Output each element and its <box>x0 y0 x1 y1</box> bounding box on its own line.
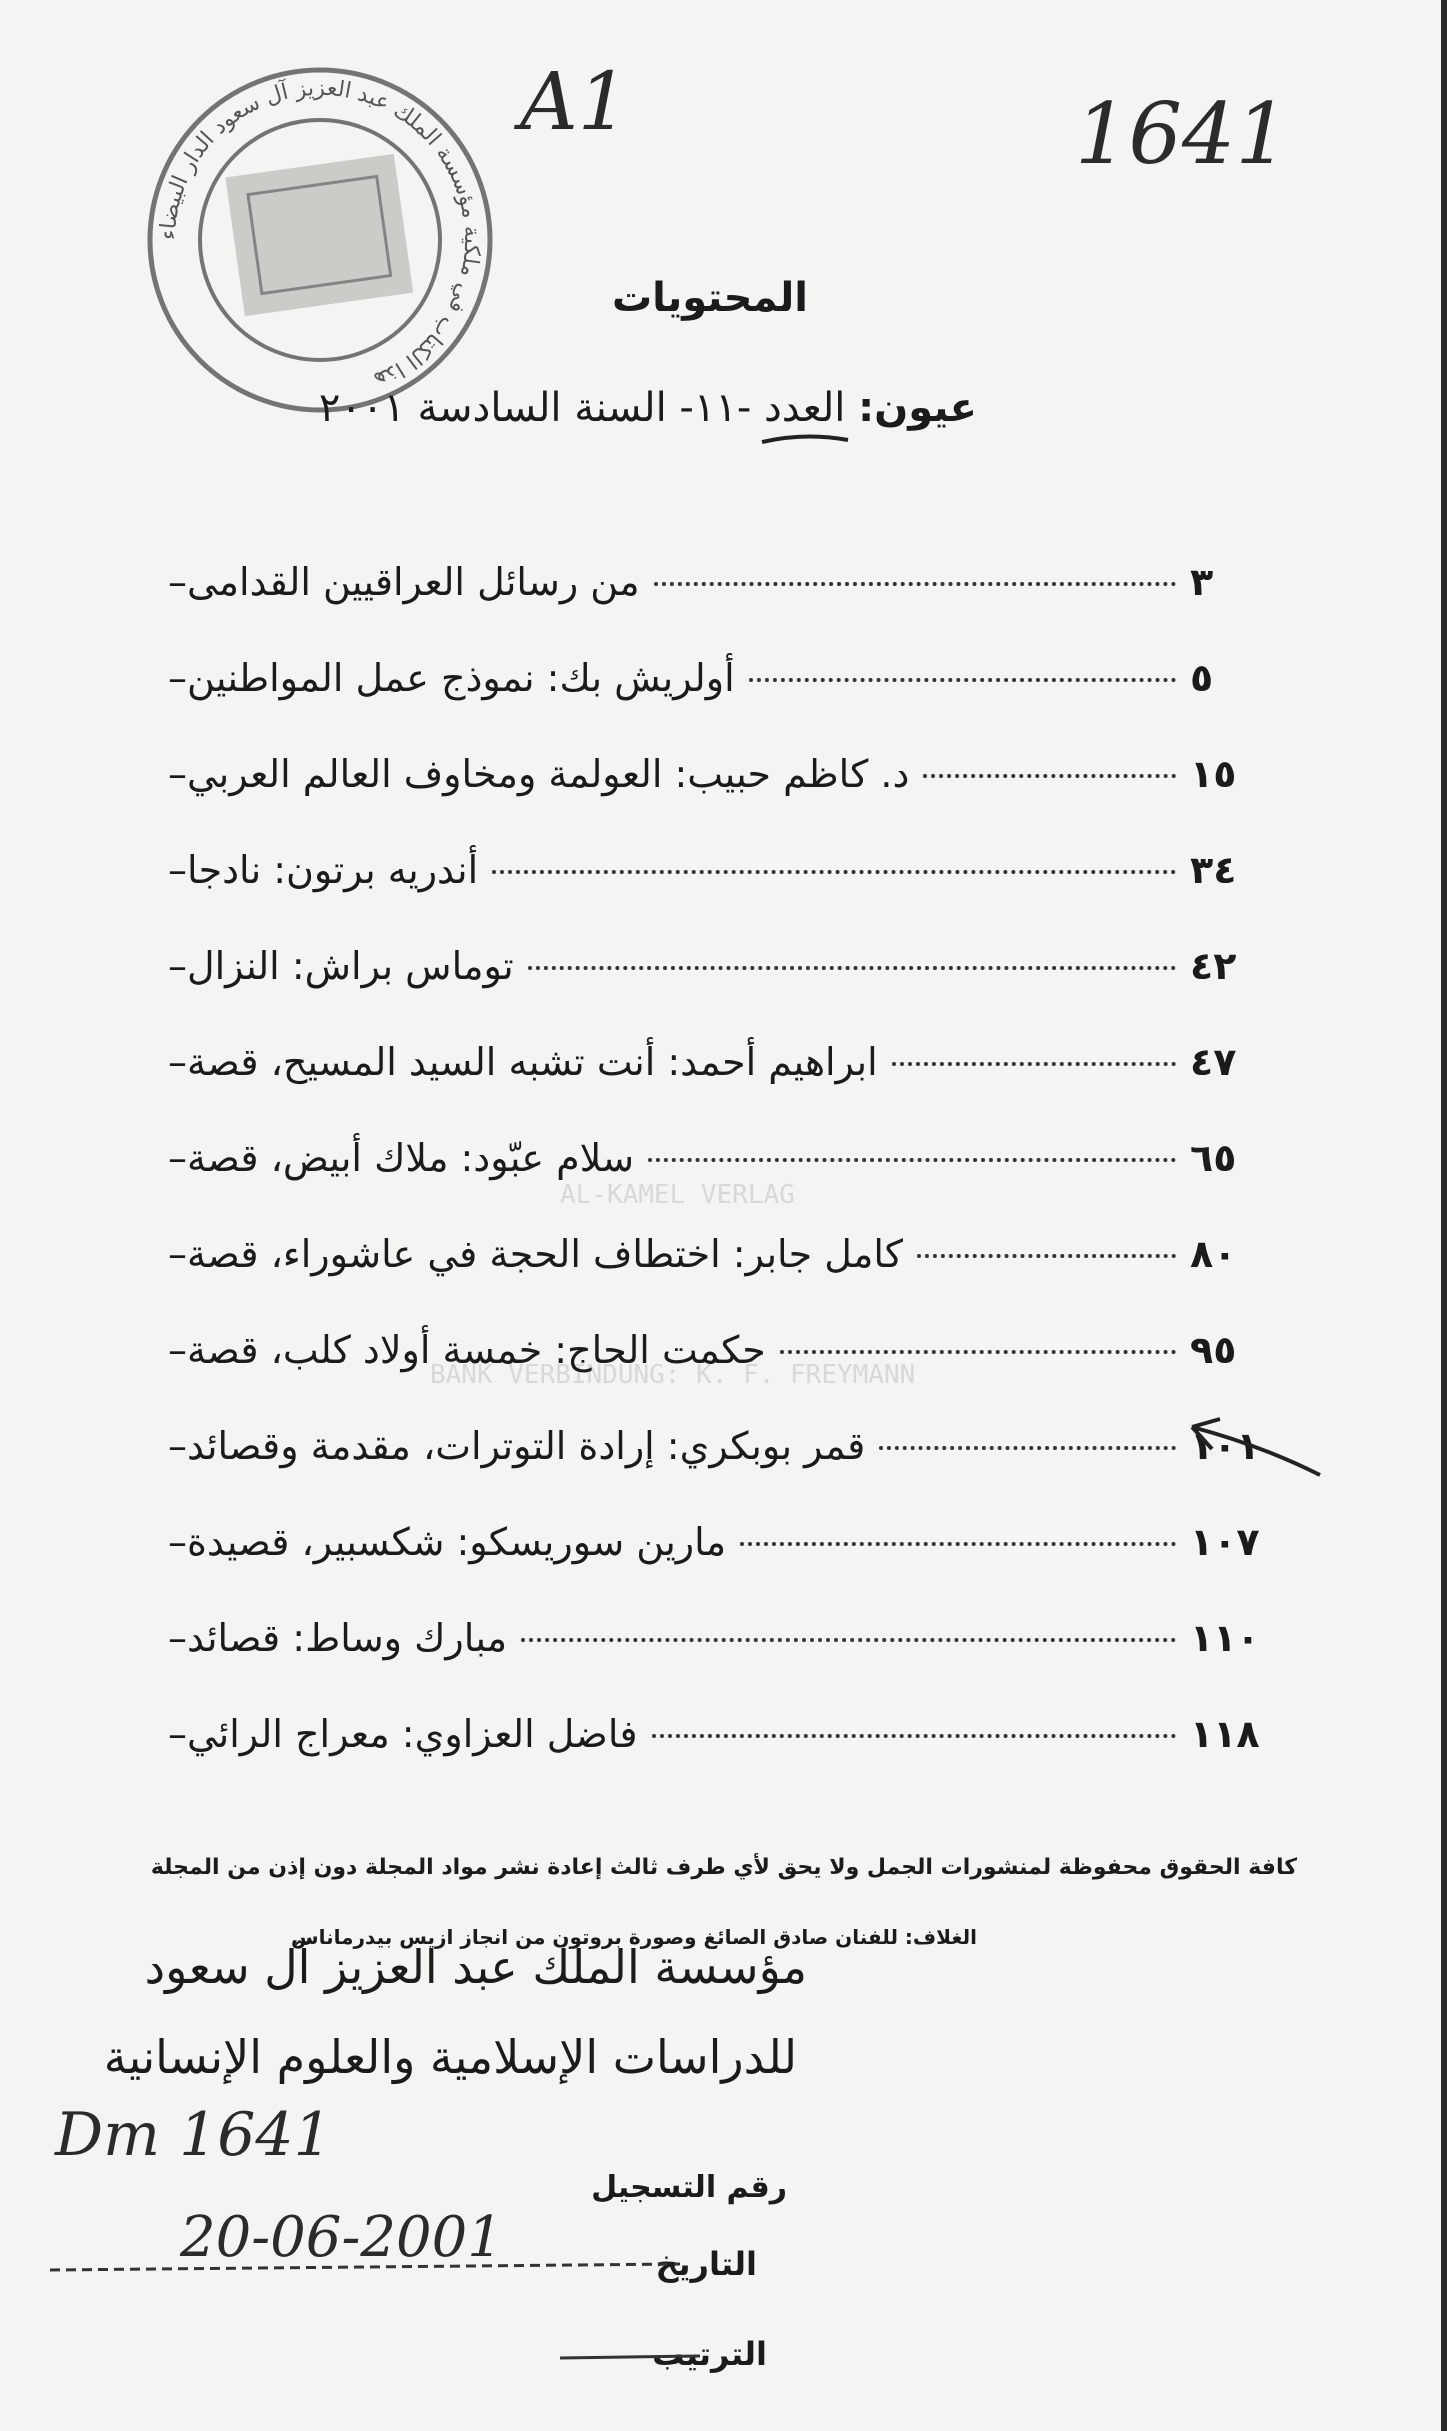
leader-dots <box>521 1638 1176 1642</box>
handwritten-lines <box>40 2240 720 2370</box>
registration-label: رقم التسجيل <box>591 2170 787 2205</box>
toc-entry: – أندريه برتون: نادجا ٣٤ <box>150 848 1300 944</box>
toc-page: ٤٧ <box>1190 1040 1237 1084</box>
toc-title: د. كاظم حبيب: العولمة ومخاوف العالم العربي <box>187 752 910 796</box>
label-institution-sub: للدراسات الإسلامية والعلوم الإنسانية <box>103 2030 797 2084</box>
journal-name: عيون: <box>858 385 977 431</box>
date-label: التاريخ <box>655 2245 757 2283</box>
toc-title: ابراهيم أحمد: أنت تشبه السيد المسيح، قصة <box>187 1040 878 1084</box>
leader-dots <box>652 1734 1176 1738</box>
leader-dots <box>892 1062 1176 1066</box>
table-of-contents <box>150 560 1300 1808</box>
issue-info: العدد -١١- السنة السادسة ٢٠٠١ <box>318 385 846 431</box>
toc-page: ٩٥ <box>1190 1328 1237 1372</box>
toc-title: حكمت الحاج: خمسة أولاد كلب، قصة <box>187 1328 766 1372</box>
toc-page: ٨٠ <box>1190 1232 1237 1276</box>
toc-entry: – مارين سوريسكو: شكسبير، قصيدة ١٠٧ <box>150 1520 1300 1616</box>
toc-entry: – كامل جابر: اختطاف الحجة في عاشوراء، قصة ٨٠ <box>150 1232 1300 1328</box>
bleed-through: AL-KAMEL VERLAG <box>560 1180 795 1210</box>
toc-title: قمر بوبكري: إرادة التوترات، مقدمة وقصائد <box>187 1424 866 1468</box>
handwritten-arrow-icon <box>1180 1405 1330 1485</box>
toc-entry: – حكمت الحاج: خمسة أولاد كلب، قصة ٩٥ <box>150 1328 1300 1424</box>
leader-dots <box>780 1350 1176 1354</box>
toc-page: ١٥ <box>1190 752 1237 796</box>
toc-page: ١٠٧ <box>1190 1520 1260 1564</box>
scan-edge <box>1441 0 1447 2431</box>
toc-entry: – توماس براش: النزال ٤٢ <box>150 944 1300 1040</box>
bleed-through: BANK VERBINDUNG: K. F. FREYMANN <box>430 1360 916 1390</box>
leader-dots <box>879 1446 1176 1450</box>
toc-title: مبارك وساط: قصائد <box>187 1616 508 1660</box>
toc-entry: – من رسائل العراقيين القدامى ٣ <box>150 560 1300 656</box>
handwritten-mark-right: 1641 <box>1075 85 1289 183</box>
toc-title: أندريه برتون: نادجا <box>187 848 479 892</box>
page-title: المحتويات <box>611 275 808 321</box>
toc-page: ١١٨ <box>1190 1712 1260 1756</box>
leader-dots <box>654 582 1176 586</box>
leader-dots <box>648 1158 1176 1162</box>
leader-dots <box>492 870 1176 874</box>
toc-page: ٥ <box>1190 656 1214 700</box>
toc-entry: – مبارك وساط: قصائد ١١٠ <box>150 1616 1300 1712</box>
toc-title: أولريش بك: نموذج عمل المواطنين <box>187 656 735 700</box>
toc-title: فاضل العزاوي: معراج الرائي <box>187 1712 638 1756</box>
toc-page: ١٠١ <box>1190 1424 1260 1468</box>
leader-dots <box>923 774 1176 778</box>
toc-title: سلام عبّود: ملاك أبيض، قصة <box>187 1136 635 1180</box>
toc-title: كامل جابر: اختطاف الحجة في عاشوراء، قصة <box>187 1232 904 1276</box>
toc-page: ٦٥ <box>1190 1136 1237 1180</box>
library-stamp <box>140 60 500 420</box>
toc-entry: – قمر بوبكري: إرادة التوترات، مقدمة وقصائد ١٠١ <box>150 1424 1300 1520</box>
toc-page: ٣ <box>1190 560 1214 604</box>
toc-title: من رسائل العراقيين القدامى <box>187 560 640 604</box>
leader-dots <box>740 1542 1176 1546</box>
toc-page: ٤٢ <box>1190 944 1237 988</box>
toc-title: توماس براش: النزال <box>187 944 514 988</box>
leader-dots <box>528 966 1176 970</box>
toc-entry: – ابراهيم أحمد: أنت تشبه السيد المسيح، قصة ٤٧ <box>150 1040 1300 1136</box>
toc-page: ٣٤ <box>1190 848 1237 892</box>
toc-entry: – د. كاظم حبيب: العولمة ومخاوف العالم العربي ١٥ <box>150 752 1300 848</box>
leader-dots <box>917 1254 1176 1258</box>
copyright-note: كافة الحقوق محفوظة لمنشورات الجمل ولا يحق لأي طرف ثالث إعادة نشر مواد المجلة دون إذن من المجلة <box>150 1855 1297 1880</box>
toc-page: ١١٠ <box>1190 1616 1260 1660</box>
cover-credit: الغلاف: للفنان صادق الصائغ وصورة بروتون من انجاز ازيس بيدرماناس <box>291 1925 977 1949</box>
toc-title: مارين سوريسكو: شكسبير، قصيدة <box>187 1520 727 1564</box>
leader-dots <box>749 678 1176 682</box>
registration-number: Dm 1641 <box>55 2100 332 2170</box>
handwritten-underline <box>760 430 850 450</box>
registration-date: 20-06-2001 <box>180 2205 503 2270</box>
stamp-ring-text: هذا الكتاب في ملكية مؤسسة الملك عبد العزيز آل سعود الدار البيضاء <box>155 75 485 393</box>
toc-entry: – فاضل العزاوي: معراج الرائي ١١٨ <box>150 1712 1300 1808</box>
issue-subtitle <box>319 385 977 431</box>
handwritten-mark-left: A1 <box>520 55 629 148</box>
label-institution: مؤسسة الملك عبد العزيز آل سعود <box>144 1940 807 1994</box>
order-label: الترتيب <box>652 2335 767 2373</box>
toc-entry: – أولريش بك: نموذج عمل المواطنين ٥ <box>150 656 1300 752</box>
toc-entry: – سلام عبّود: ملاك أبيض، قصة ٦٥ <box>150 1136 1300 1232</box>
